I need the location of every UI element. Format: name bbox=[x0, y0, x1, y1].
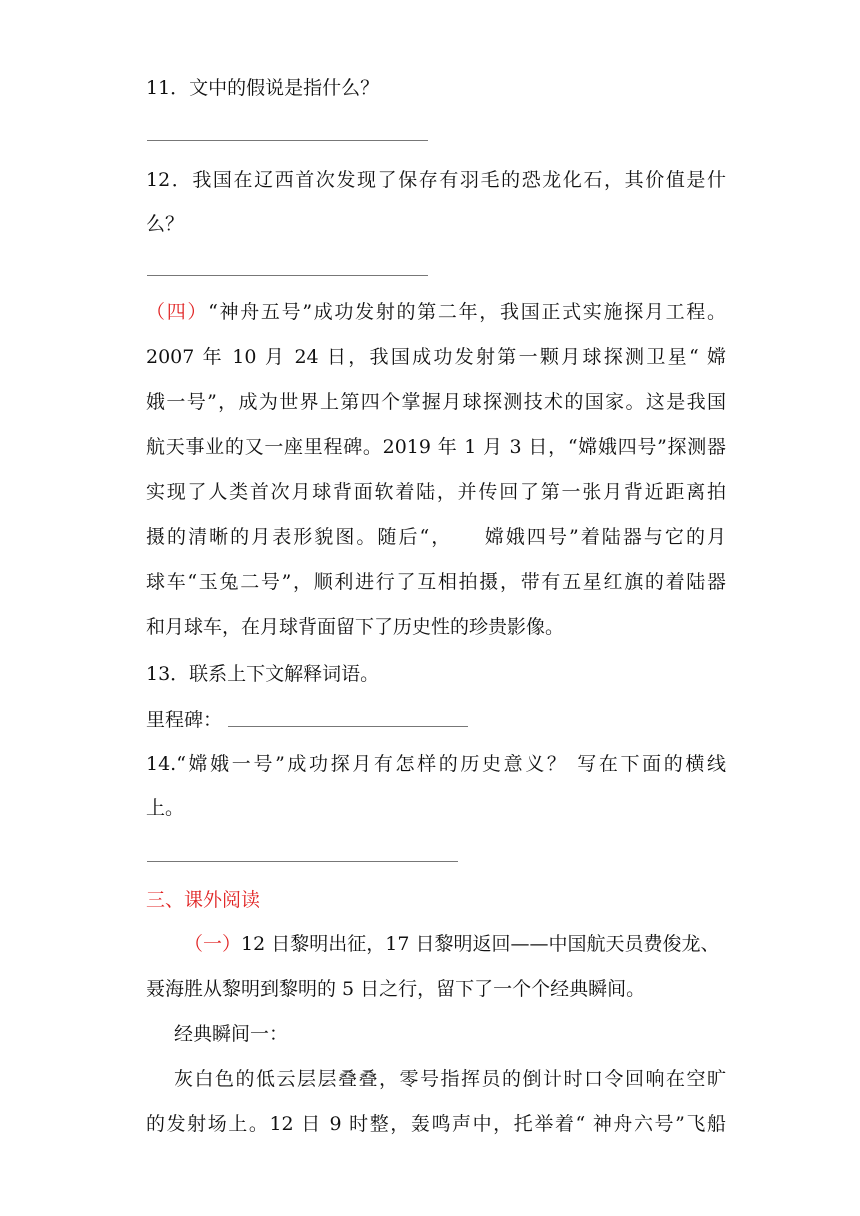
section-4-line-6: 摄的清晰的月表形貌图。随后“， 嫦娥四号”着陆器与它的月 bbox=[146, 526, 726, 548]
term-label: 里程碑： bbox=[146, 709, 223, 731]
question-11: 11．文中的假说是指什么？ bbox=[146, 77, 380, 99]
section-4-line-5: 实现了人类首次月球背面软着陆，并传回了第一张月背近距离拍 bbox=[146, 481, 726, 503]
section-4-line-3: 娥一号”，成为世界上第四个掌握月球探测技术的国家。这是我国 bbox=[146, 391, 726, 413]
answer-line-11[interactable] bbox=[147, 140, 428, 141]
question-13-answer-row bbox=[146, 706, 726, 734]
answer-line-13[interactable] bbox=[228, 726, 468, 727]
moment-1-heading: 经典瞬间一： bbox=[174, 1023, 289, 1045]
answer-line-12[interactable] bbox=[147, 275, 428, 276]
section-4-line-7: 球车“玉兔二号”，顺利进行了互相拍摄，带有五星红旗的着陆器 bbox=[146, 571, 726, 593]
moment-1-line-1: 灰白色的低云层层叠叠，零号指挥员的倒计时口令回响在空旷 bbox=[174, 1068, 726, 1090]
section-4-line-8: 和月球车，在月球背面留下了历史性的珍贵影像。 bbox=[146, 616, 565, 638]
question-12-line-1: 12．我国在辽西首次发现了保存有羽毛的恐龙化石，其价值是什 bbox=[146, 169, 726, 191]
part-3-heading: 三、课外阅读 bbox=[146, 889, 261, 911]
section-4-marker: （四） bbox=[146, 301, 209, 323]
question-12-line-2: 么？ bbox=[146, 213, 185, 235]
answer-line-14[interactable] bbox=[147, 861, 458, 862]
question-13: 13．联系上下文解释词语。 bbox=[146, 663, 380, 685]
section-4-line-2: 2007 年 10 月 24 日，我国成功发射第一颗月球探测卫星“ 嫦 bbox=[146, 346, 726, 368]
section-4-line-4: 航天事业的又一座里程碑。2019 年 1 月 3 日，“嫦娥四号”探测器 bbox=[146, 436, 726, 458]
moment-1-line-2: 的发射场上。12 日 9 时整，轰鸣声中，托举着“ 神舟六号”飞船 bbox=[146, 1113, 726, 1135]
question-14-line-1: 14.“嫦娥一号”成功探月有怎样的历史意义？ 写在下面的横线 bbox=[146, 753, 726, 775]
question-14-line-2: 上。 bbox=[146, 797, 185, 819]
extra-1-marker: （一） bbox=[184, 933, 242, 955]
section-4-line-1: （四）“神舟五号”成功发射的第二年，我国正式实施探月工程。 bbox=[146, 301, 726, 323]
extra-1-line-2: 聂海胜从黎明到黎明的 5 日之行，留下了一个个经典瞬间。 bbox=[146, 978, 646, 1000]
extra-1-line-1: （一）12 日黎明出征，17 日黎明返回——中国航天员费俊龙、 bbox=[184, 933, 720, 955]
